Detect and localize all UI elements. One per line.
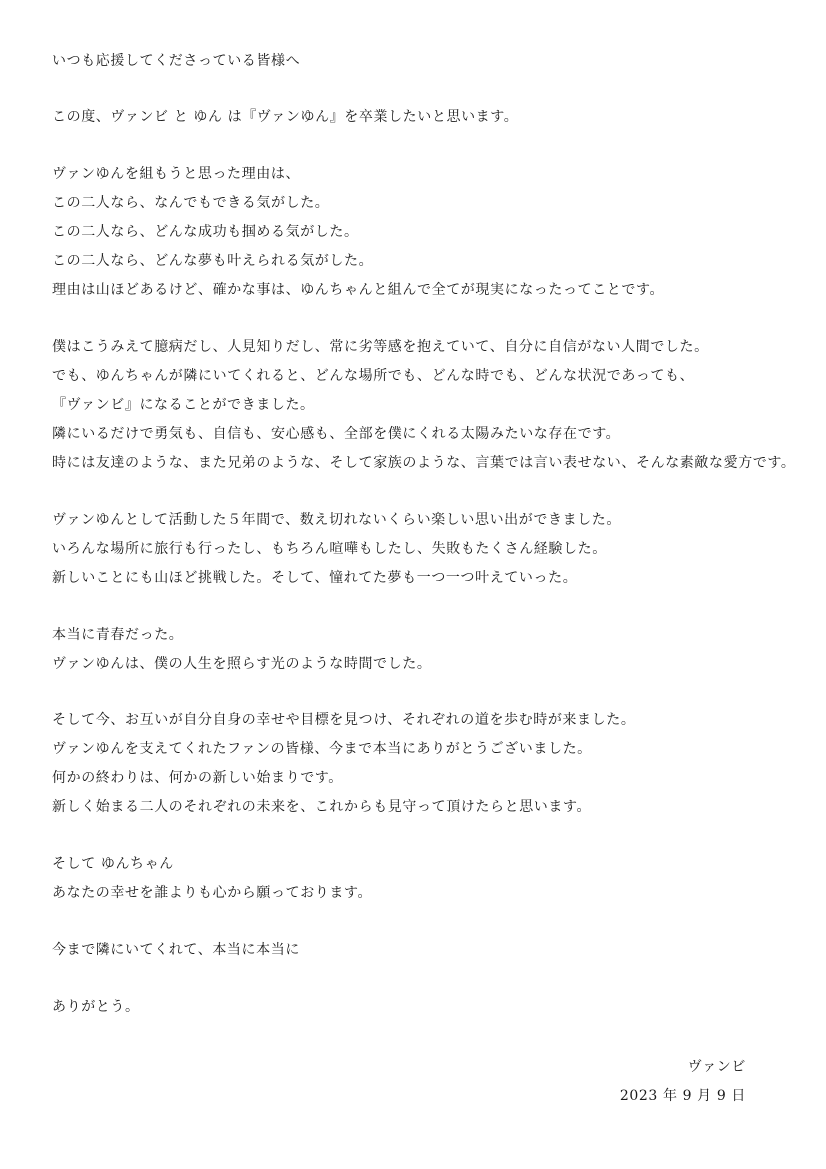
paragraph-2-line-1: ヴァンゆんを組もうと思った理由は、 xyxy=(52,166,301,182)
greeting: いつも応援してくださっている皆様へ xyxy=(52,53,301,69)
paragraph-6-line-4: 新しく始まる二人のそれぞれの未来を、これからも見守って頂けたらと思います。 xyxy=(52,799,592,815)
paragraph-9-line-1: ありがとう。 xyxy=(52,999,140,1015)
paragraph-6-line-1: そして今、お互いが自分自身の幸せや目標を見つけ、それぞれの道を歩む時が来ました。 xyxy=(52,712,636,728)
paragraph-3-line-3: 『ヴァンビ』になることができました。 xyxy=(52,397,315,413)
paragraph-1-line-1: この度、ヴァンビ と ゆん は『ヴァンゆん』を卒業したいと思います。 xyxy=(52,109,519,125)
paragraph-3-line-4: 隣にいるだけで勇気も、自信も、安心感も、全部を僕にくれる太陽みたいな存在です。 xyxy=(52,426,621,442)
signature-name: ヴァンビ xyxy=(687,1059,746,1075)
paragraph-8-line-1: 今まで隣にいてくれて、本当に本当に xyxy=(52,942,300,958)
paragraph-5-line-2: ヴァンゆんは、僕の人生を照らす光のような時間でした。 xyxy=(52,656,432,672)
paragraph-3-line-5: 時には友達のような、また兄弟のような、そして家族のような、言葉では言い表せない、そんな素敵な愛方です。 xyxy=(52,455,796,471)
paragraph-2-line-3: この二人なら、どんな成功も掴める気がした。 xyxy=(52,224,359,240)
paragraph-2-line-5: 理由は山ほどあるけど、確かな事は、ゆんちゃんと組んで全てが現実になったってことです。 xyxy=(52,282,665,298)
paragraph-2-line-2: この二人なら、なんでもできる気がした。 xyxy=(52,195,330,211)
signature-date: 2023 年 9 月 9 日 xyxy=(619,1088,746,1104)
paragraph-6-line-2: ヴァンゆんを支えてくれたファンの皆様、今まで本当にありがとうございました。 xyxy=(52,741,592,757)
paragraph-4-line-3: 新しいことにも山ほど挑戦した。そして、憧れてた夢も一つ一つ叶えていった。 xyxy=(52,570,578,586)
paragraph-7-line-1: そして ゆんちゃん xyxy=(52,856,174,872)
paragraph-3-line-1: 僕はこうみえて臆病だし、人見知りだし、常に劣等感を抱えていて、自分に自信がない人間でした。 xyxy=(52,339,709,355)
paragraph-7-line-2: あなたの幸せを誰よりも心から願っております。 xyxy=(52,885,373,901)
paragraph-2-line-4: この二人なら、どんな夢も叶えられる気がした。 xyxy=(52,253,374,269)
paragraph-5-line-1: 本当に青春だった。 xyxy=(52,627,184,643)
paragraph-4-line-1: ヴァンゆんとして活動した５年間で、数え切れないくらい楽しい思い出ができました。 xyxy=(52,512,621,528)
paragraph-3-line-2: でも、ゆんちゃんが隣にいてくれると、どんな場所でも、どんな時でも、どんな状況であっても、 xyxy=(52,368,695,384)
paragraph-6-line-3: 何かの終わりは、何かの新しい始まりです。 xyxy=(52,770,343,786)
paragraph-4-line-2: いろんな場所に旅行も行ったし、もちろん喧嘩もしたし、失敗もたくさん経験した。 xyxy=(52,541,607,557)
